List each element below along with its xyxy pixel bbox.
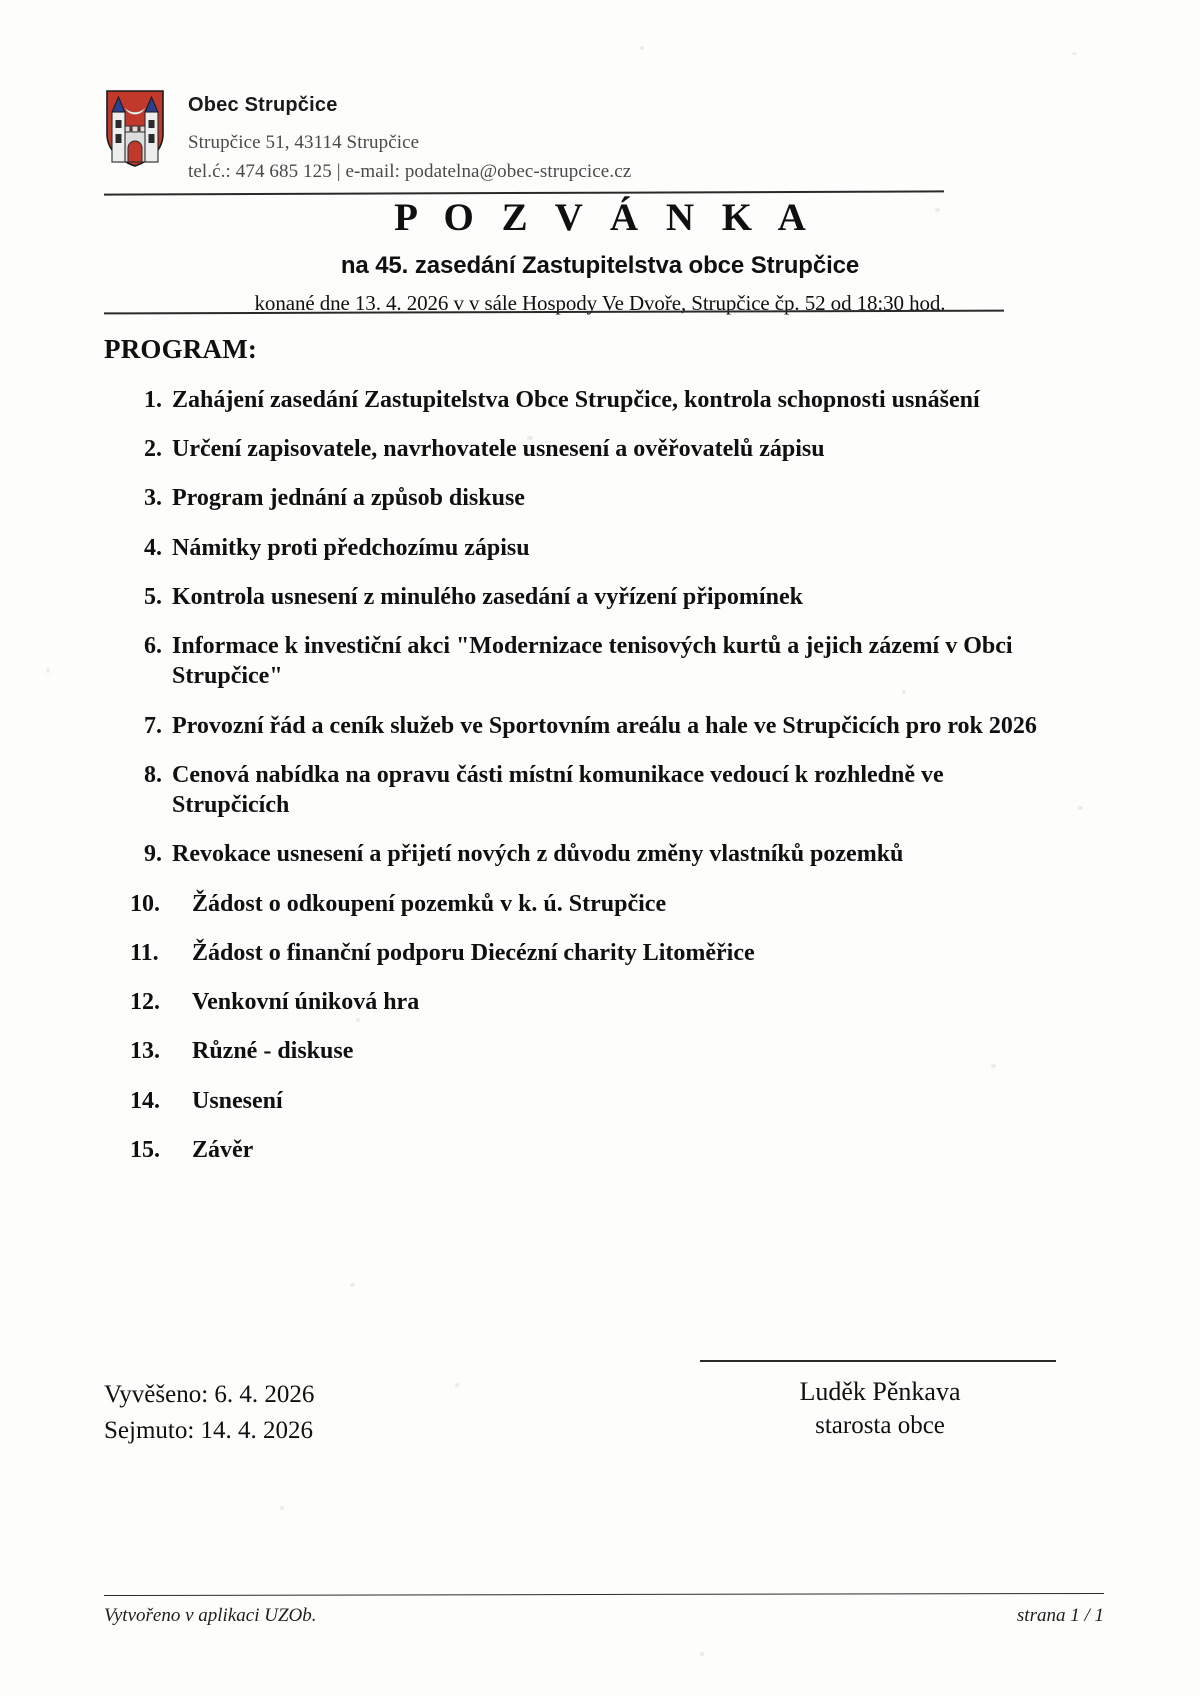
letterhead (104, 84, 631, 186)
meeting-details: konané dne 13. 4. 2026 v v sále Hospody Ve Dvoře, Strupčice čp. 52 od 18:30 hod. (254, 290, 946, 315)
footer-created-by: Vytvořeno v aplikaci UZOb. (104, 1605, 317, 1626)
agenda-item-text: Provozní řád a ceník služeb ve Sportovním areálu a hale ve Strupčicích pro rok 2026 (172, 712, 1037, 739)
posted-date: Vyvěšeno: 6. 4. 2026 (104, 1381, 315, 1408)
agenda-item (104, 839, 1044, 869)
removed-date: Sejmuto: 14. 4. 2026 (104, 1417, 314, 1445)
agenda-item-number: 15. (130, 1136, 160, 1163)
org-name: Obec Strupčice (188, 94, 338, 116)
agenda-item-number: 6. (144, 633, 162, 660)
agenda-item (104, 711, 1044, 741)
org-info (188, 84, 631, 186)
agenda-item-text: Informace k investiční akci "Modernizace tenisových kurtů a jejich zázemí v Obci Strupčice" (172, 633, 1013, 690)
agenda-item-text: Venkovní úniková hra (192, 989, 420, 1016)
agenda-item-text: Žádost o odkoupení pozemků v k. ú. Strupčice (192, 890, 667, 917)
signatory-name: Luděk Pěnkava (799, 1377, 961, 1406)
agenda-item-number: 10. (130, 890, 160, 917)
org-contact: tel.ć.: 474 685 125 | e-mail: podatelna@obec-strupcice.cz (188, 160, 632, 182)
agenda-item-number: 9. (144, 841, 162, 868)
program-heading: PROGRAM: (104, 334, 258, 364)
agenda-item (104, 938, 1044, 968)
agenda-item (104, 889, 1044, 919)
signature-block (700, 1360, 1060, 1443)
agenda-item-number: 3. (144, 485, 162, 512)
agenda-item (104, 760, 1044, 820)
agenda-item (104, 631, 1044, 691)
agenda-item (104, 533, 1044, 563)
agenda-item-number: 14. (130, 1087, 160, 1114)
agenda-item-number: 2. (144, 436, 162, 463)
page-footer (104, 1605, 1104, 1627)
agenda-item-text: Závěr (192, 1136, 254, 1163)
document-subtitle: na 45. zasedání Zastupitelstva obce Strupčice (340, 251, 860, 279)
footer-divider (104, 1593, 1104, 1596)
title-block (0, 196, 1200, 316)
agenda-item-number: 1. (144, 387, 162, 413)
agenda-item-text: Usnesení (192, 1087, 283, 1114)
signatory-role: starosta obce (815, 1412, 945, 1440)
posting-dates (104, 1377, 314, 1450)
agenda-item (104, 1135, 1044, 1165)
agenda-item-number: 4. (144, 534, 162, 561)
agenda-list (104, 385, 1044, 1184)
signature-line (700, 1360, 1056, 1362)
coat-of-arms-icon (104, 88, 166, 168)
agenda-item (104, 385, 1044, 415)
agenda-item (104, 434, 1044, 464)
agenda-item (104, 987, 1044, 1017)
header-divider (104, 190, 944, 195)
agenda-item-text: Určení zapisovatele, navrhovatele usnesení a ověřovatelů zápisu (172, 436, 825, 463)
agenda-item-text: Námitky proti předchozímu zápisu (172, 534, 530, 561)
agenda-item (104, 483, 1044, 513)
agenda-item-number: 11. (130, 939, 159, 966)
agenda-item-number: 7. (144, 712, 162, 739)
agenda-item (104, 582, 1044, 612)
agenda-item-text: Revokace usnesení a přijetí nových z důvodu změny vlastníků pozemků (172, 841, 904, 868)
page-title: P O Z V Á N K A (394, 196, 815, 239)
agenda-item-text: Různé - diskuse (192, 1038, 354, 1065)
agenda-item-text: Zahájení zasedání Zastupitelstva Obce Strupčice, kontrola schopnosti usnášení (172, 387, 980, 413)
agenda-item (104, 1086, 1044, 1116)
footer-page-number: strana 1 / 1 (1016, 1605, 1104, 1626)
agenda-item-text: Cenová nabídka na opravu části místní komunikace vedoucí k rozhledně ve Strupčicích (172, 761, 944, 819)
agenda-item-text: Žádost o finanční podporu Diecézní charity Litoměřice (192, 939, 755, 966)
agenda-item-text: Program jednání a způsob diskuse (172, 485, 525, 512)
agenda-item (104, 1036, 1044, 1066)
org-address: Strupčice 51, 43114 Strupčice (188, 132, 420, 153)
agenda-item-number: 13. (130, 1038, 160, 1065)
agenda-item-number: 5. (144, 583, 162, 610)
agenda-item-number: 8. (144, 761, 162, 788)
agenda-item-text: Kontrola usnesení z minulého zasedání a vyřízení připomínek (172, 583, 803, 610)
agenda-item-number: 12. (130, 989, 160, 1016)
